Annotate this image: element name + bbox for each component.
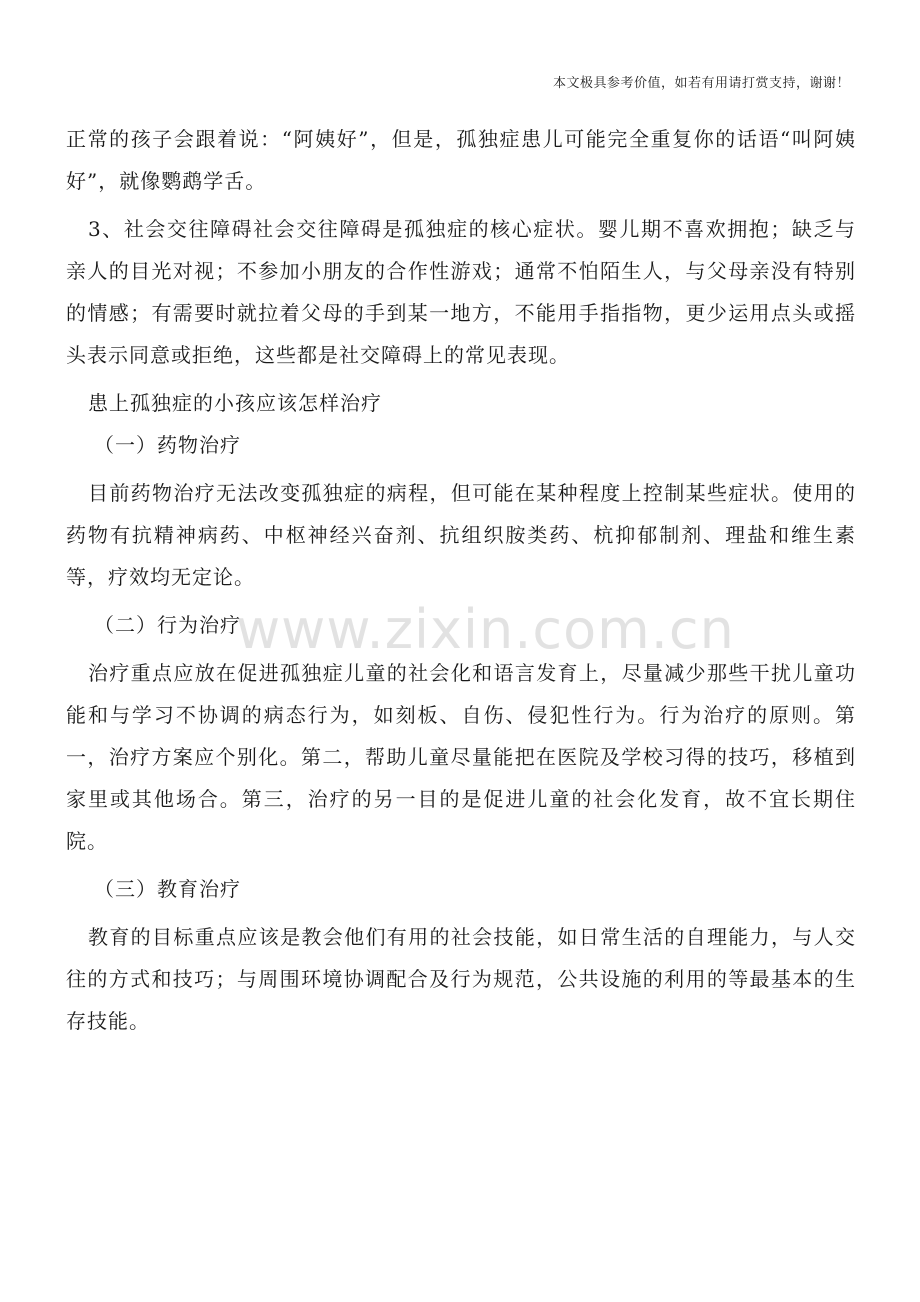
paragraph-echolalia: 正常的孩子会跟着说：“阿姨好”，但是，孤独症患儿可能完全重复你的话语“叫阿姨好”，就像鹦鹉学舌。 (66, 127, 856, 193)
subheading-behavior-therapy: （二）行为治疗 (94, 613, 241, 637)
paragraph-education-therapy: 教育的目标重点应该是教会他们有用的社会技能，如日常生活的自理能力，与人交往的方式和技巧；与周围环境协调配合及行为规范，公共设施的利用的等最基本的生存技能。 (66, 925, 856, 1033)
section-heading-treatment: 患上孤独症的小孩应该怎样治疗 (88, 391, 382, 415)
subheading-education-therapy: （三）教育治疗 (94, 877, 241, 901)
paragraph-behavior-therapy: 治疗重点应放在促进孤独症儿童的社会化和语言发育上，尽量减少那些干扰儿童功能和与学习不协调的病态行为，如刻板、自伤、侵犯性行为。行为治疗的原则。第一，治疗方案应个别化。第二，帮助儿童尽量能把在医院及学校习得的技巧，移植到家里或其他场合。第三，治疗的另一目的是促进儿童的社会化发育，故不宜长期住院。 (66, 661, 856, 853)
paragraph-social-impairment: 3、社会交往障碍社会交往障碍是孤独症的核心症状。婴儿期不喜欢拥抱；缺乏与亲人的目光对视；不参加小朋友的合作性游戏；通常不怕陌生人，与父母亲没有特别的情感；有需要时就拉着父母的手到某一地方，不能用手指指物，更少运用点头或摇头表示同意或拒绝，这些都是社交障碍上的常见表现。 (66, 217, 856, 367)
document-body (66, 118, 856, 1042)
subheading-drug-therapy: （一）药物治疗 (94, 433, 241, 457)
paragraph-drug-therapy: 目前药物治疗无法改变孤独症的病程，但可能在某种程度上控制某些症状。使用的药物有抗精神病药、中枢神经兴奋剂、抗组织胺类药、杭抑郁制剂、理盐和维生素等，疗效均无定论。 (66, 481, 856, 589)
watermark: www.zixin.com.cn (236, 598, 735, 661)
header-note: 本文极具参考价值，如若有用请打赏支持，谢谢！ (552, 76, 850, 91)
